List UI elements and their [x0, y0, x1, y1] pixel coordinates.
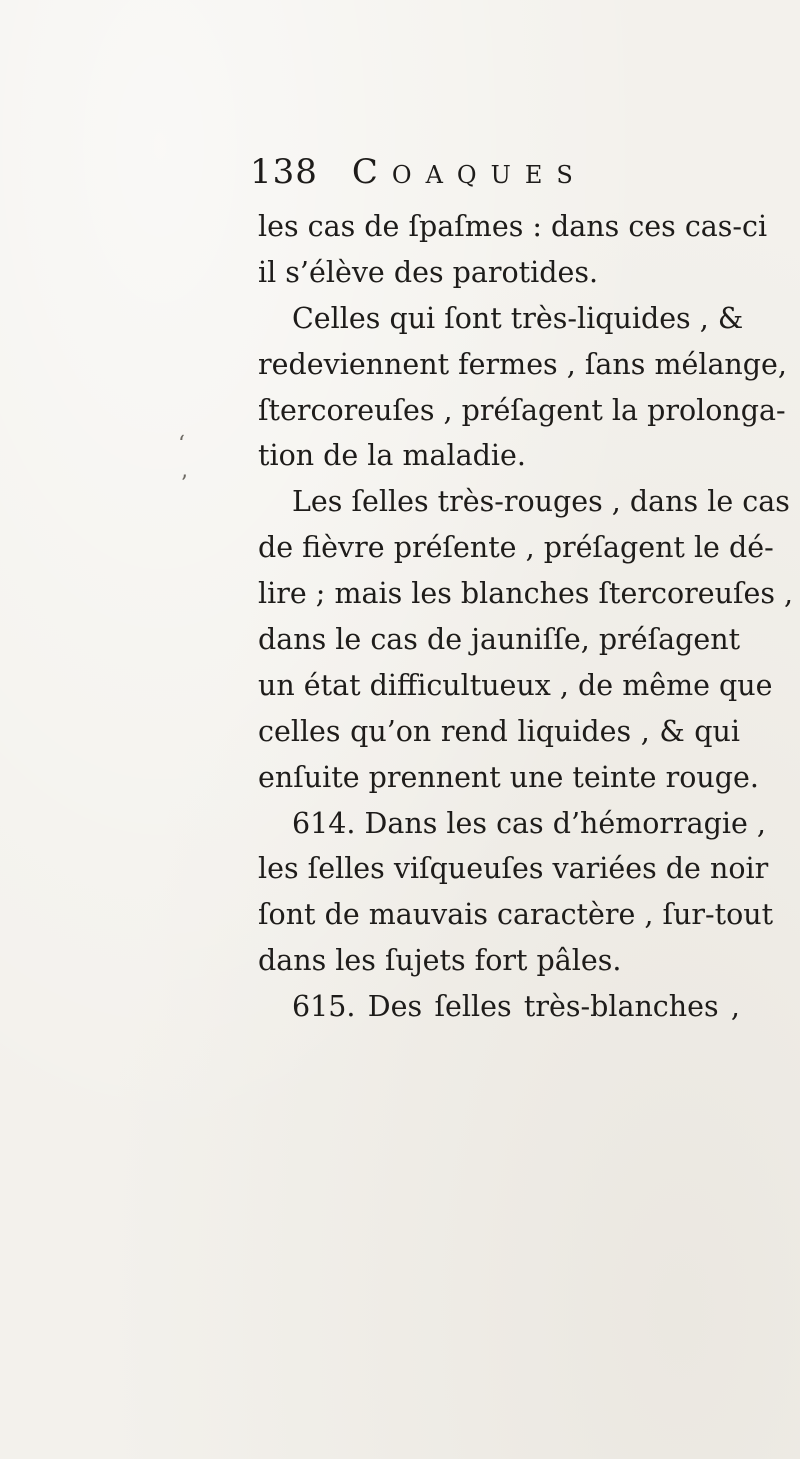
text-line: lire ; mais les blanches ſtercoreuſes ,	[258, 577, 794, 611]
text-line: Celles qui ſont très-liquides , &	[292, 301, 744, 335]
text-line: Les ſelles très-rouges , dans le cas	[292, 485, 790, 519]
body-text	[258, 204, 794, 1030]
text-line: dans les ſujets fort pâles.	[258, 944, 622, 978]
page-number: 138	[250, 152, 318, 192]
text-line: les ſelles viſqueuſes variées de noir	[258, 852, 769, 886]
margin-mark: ʼ	[180, 472, 187, 497]
section-615-line: 615. Des ſelles très-blanches ,	[292, 990, 740, 1024]
running-title: Coaques	[351, 152, 587, 192]
text-line: dans le cas de jauniſſe, préſagent	[258, 623, 741, 657]
text-line: ſtercoreuſes , préſagent la prolonga-	[258, 393, 786, 427]
page-header	[250, 152, 587, 198]
text-line: ſont de mauvais caractère , ſur-tout	[258, 898, 774, 932]
section-614-line: 614. Dans les cas d’hémorragie ,	[292, 806, 766, 840]
text-line: enſuite prennent une teinte rouge.	[258, 760, 759, 794]
text-line: les cas de ſpaſmes : dans ces cas-ci	[258, 210, 768, 243]
text-line: celles qu’on rend liquides , & qui	[258, 714, 740, 748]
text-line: redeviennent fermes , ſans mélange,	[258, 347, 787, 381]
margin-mark: ʻ	[178, 432, 185, 457]
text-line: un état difficultueux , de même que	[258, 668, 773, 702]
text-line: de fièvre préſente , préſagent le dé-	[258, 531, 774, 565]
text-line: il s’élève des parotides.	[258, 255, 599, 289]
text-line: tion de la maladie.	[258, 439, 526, 473]
